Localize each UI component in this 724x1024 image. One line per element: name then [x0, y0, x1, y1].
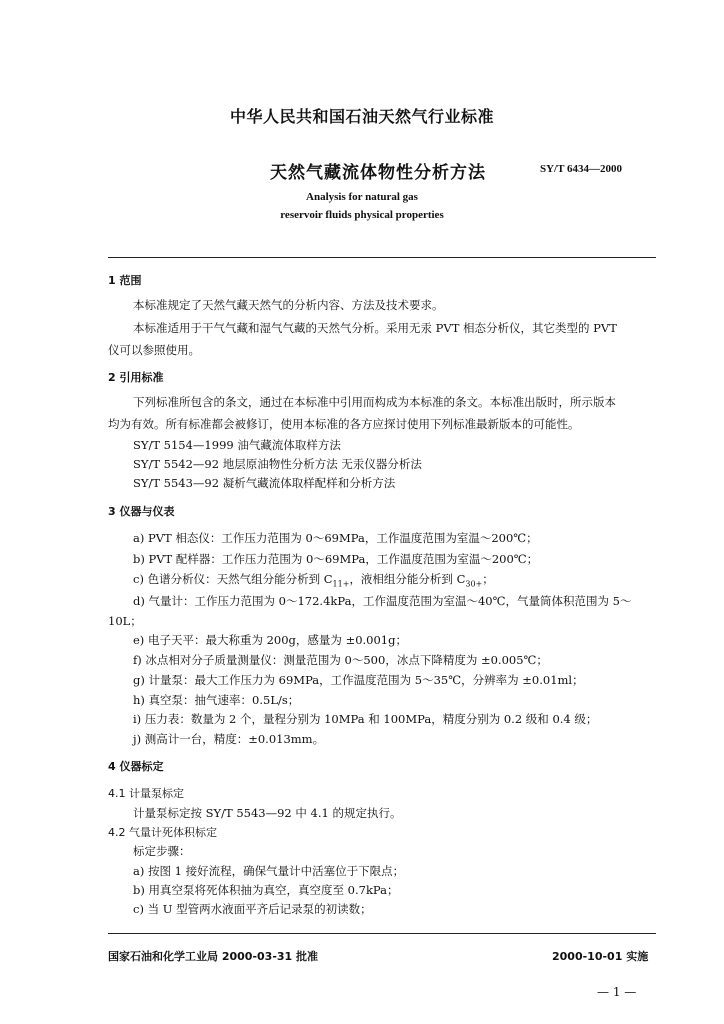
- instrument-item-f: f) 冰点相对分子质量测量仪：测量范围为 0～500，冰点下降精度为 ±0.005℃；: [133, 653, 548, 667]
- instrument-item-d: d) 气量计：工作压力范围为 0～172.4kPa，工作温度范围为室温～40℃，气量筒体积范围为 5～: [133, 594, 632, 608]
- issuing-organization: 中华人民共和国石油天然气行业标准: [229, 107, 494, 126]
- approval-date: 国家石油和化学工业局 2000-03-31 批准: [108, 950, 319, 963]
- section-4-heading: 4 仪器标定: [108, 760, 164, 773]
- standard-code: SY/T 6434—2000: [540, 163, 623, 175]
- header-divider: [108, 257, 656, 258]
- section-2-paragraph-1: 下列标准所包含的条文，通过在本标准中引用而构成为本标准的条文。本标准出版时，所示版本: [133, 395, 616, 409]
- instrument-item-e: e) 电子天平：最大称重为 200g，感量为 ±0.001g；: [133, 633, 407, 647]
- instrument-item-c-subscript-1: 11+: [332, 579, 350, 589]
- instrument-item-c-text-3: ；: [482, 572, 494, 586]
- footer-divider: [108, 933, 656, 934]
- english-title-line-1: Analysis for natural gas: [306, 191, 418, 203]
- section-4-2-intro: 标定步骤：: [133, 844, 191, 858]
- page-number: — 1 —: [597, 985, 637, 999]
- section-2-heading: 2 引用标准: [108, 371, 164, 384]
- reference-item-2: SY/T 5542—92 地层原油物性分析方法 无汞仪器分析法: [133, 457, 422, 471]
- instrument-item-b: b) PVT 配样器：工作压力范围为 0～69MPa，工作温度范围为室温～200℃；: [133, 552, 539, 566]
- section-4-2-heading: 4.2 气量计死体积标定: [108, 826, 217, 839]
- instrument-item-c: [133, 571, 494, 588]
- instrument-item-c-text-1: c) 色谱分析仪：天然气组分能分析到 C: [133, 572, 333, 586]
- instrument-item-c-subscript-2: 30+: [465, 579, 483, 589]
- calibration-step-c: c) 当 U 型管两水液面平齐后记录泵的初读数；: [133, 902, 372, 916]
- instrument-item-d-cont: 10L；: [108, 614, 142, 628]
- instrument-item-c-text-2: ，液相组分能分析到 C: [349, 572, 466, 586]
- document-title: 天然气藏流体物性分析方法: [270, 163, 486, 183]
- instrument-item-g: g) 计量泵：最大工作压力为 69MPa，工作温度范围为 5～35℃，分辨率为 ±0.01ml；: [133, 673, 584, 687]
- reference-item-1: SY/T 5154—1999 油气藏流体取样方法: [133, 438, 341, 452]
- section-4-1-text: 计量泵标定按 SY/T 5543—92 中 4.1 的规定执行。: [133, 806, 402, 820]
- english-title-line-2: reservoir fluids physical properties: [280, 209, 444, 221]
- section-1-heading: 1 范围: [108, 274, 142, 287]
- section-4-1-heading: 4.1 计量泵标定: [108, 787, 184, 800]
- section-1-paragraph-2: 本标准适用于干气气藏和湿气气藏的天然气分析。采用无汞 PVT 相态分析仪，其它类型的 PVT: [133, 321, 617, 335]
- section-3-heading: 3 仪器与仪表: [108, 505, 175, 518]
- implementation-date: 2000-10-01 实施: [552, 950, 649, 963]
- instrument-item-j: j) 测高计一台，精度：±0.013mm。: [133, 732, 325, 746]
- reference-item-3: SY/T 5543—92 凝析气藏流体取样配样和分析方法: [133, 476, 396, 490]
- section-1-paragraph-1: 本标准规定了天然气藏天然气的分析内容、方法及技术要求。: [133, 298, 444, 312]
- calibration-step-a: a) 按图 1 接好流程，确保气量计中活塞位于下限点；: [133, 864, 405, 878]
- section-2-paragraph-1-cont: 均为有效。所有标准都会被修订，使用本标准的各方应探讨使用下列标准最新版本的可能性。: [108, 417, 580, 431]
- instrument-item-i: i) 压力表：数量为 2 个，量程分别为 10MPa 和 100MPa，精度分别为 0.2 级和 0.4 级；: [133, 712, 598, 726]
- calibration-step-b: b) 用真空泵将死体积抽为真空，真空度至 0.7kPa；: [133, 883, 399, 897]
- section-1-paragraph-2-cont: 仪可以参照使用。: [108, 343, 200, 357]
- instrument-item-a: a) PVT 相态仪：工作压力范围为 0～69MPa，工作温度范围为室温～200℃；: [133, 531, 538, 545]
- instrument-item-h: h) 真空泵：抽气速率：0.5L/s；: [133, 693, 300, 707]
